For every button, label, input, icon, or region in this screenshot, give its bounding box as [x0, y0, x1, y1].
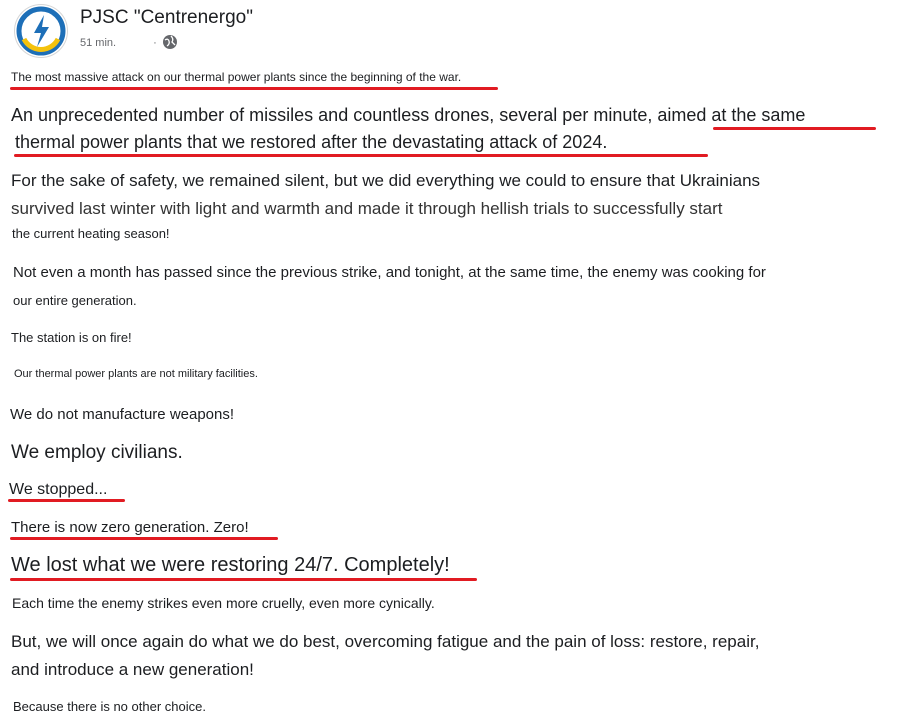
- p1-end: .: [602, 132, 608, 152]
- not-military-text: Our thermal power plants are not military facilities.: [14, 368, 258, 380]
- lost-underline: [10, 578, 477, 581]
- cruel-text: Each time the enemy strikes even more cruelly, even more cynically.: [12, 595, 435, 611]
- paragraph-2-line-1: For the sake of safety, we remained silent, but we did everything we could to ensure that Ukrainians: [11, 171, 761, 190]
- page-name[interactable]: PJSC "Centrenergo": [80, 7, 253, 28]
- p1-marked-text: aimed at the same: [657, 105, 806, 125]
- post-time[interactable]: 51 min.: [80, 37, 117, 49]
- paragraph-1-line-1: [11, 105, 805, 126]
- p1-plain-text: An unprecedented number of missiles and countless drones, several per minute,: [11, 105, 658, 125]
- fire-text: The station is on fire!: [11, 330, 132, 345]
- paragraph-1-line-2: [15, 132, 607, 153]
- zero-text: There is now zero generation. Zero!: [11, 519, 249, 536]
- globe-icon: [162, 34, 178, 53]
- civilians-text: We employ civilians.: [11, 442, 183, 463]
- lost-text: We lost what we were restoring 24/7. Completely!: [11, 554, 450, 576]
- no-weapons-text: We do not manufacture weapons!: [10, 406, 235, 423]
- p1-line1-underline: [713, 127, 876, 130]
- paragraph-2-line-3: the current heating season!: [12, 226, 170, 241]
- stopped-text: We stopped...: [9, 481, 108, 498]
- paragraph-2-line-2: survived last winter with light and warmth and made it through hellish trials to successfully start: [11, 199, 723, 218]
- paragraph-3-line-2: our entire generation.: [13, 293, 137, 308]
- post-header: [12, 4, 612, 54]
- no-choice-text: Because there is no other choice.: [13, 699, 206, 714]
- page-avatar[interactable]: [14, 4, 68, 58]
- p1-line2-underline: [14, 154, 708, 157]
- paragraph-3-line-1: Not even a month has passed since the previous strike, and tonight, at the same time, the enemy was cooking for: [13, 264, 766, 281]
- restore-line-2: and introduce a new generation!: [11, 660, 254, 679]
- headline: The most massive attack on our thermal power plants since the beginning of the war.: [11, 70, 462, 84]
- headline-underline: [10, 87, 498, 90]
- post-meta: [80, 34, 178, 53]
- meta-separator: ·: [153, 37, 157, 49]
- restore-line-1: But, we will once again do what we do best, overcoming fatigue and the pain of loss: restore, repair,: [11, 632, 760, 651]
- stopped-underline: [8, 499, 125, 502]
- lightning-logo-icon: [15, 5, 67, 57]
- p1-marked-text-2: thermal power plants that we restored after the devastating attack of 2024: [15, 132, 603, 152]
- zero-underline: [10, 537, 278, 540]
